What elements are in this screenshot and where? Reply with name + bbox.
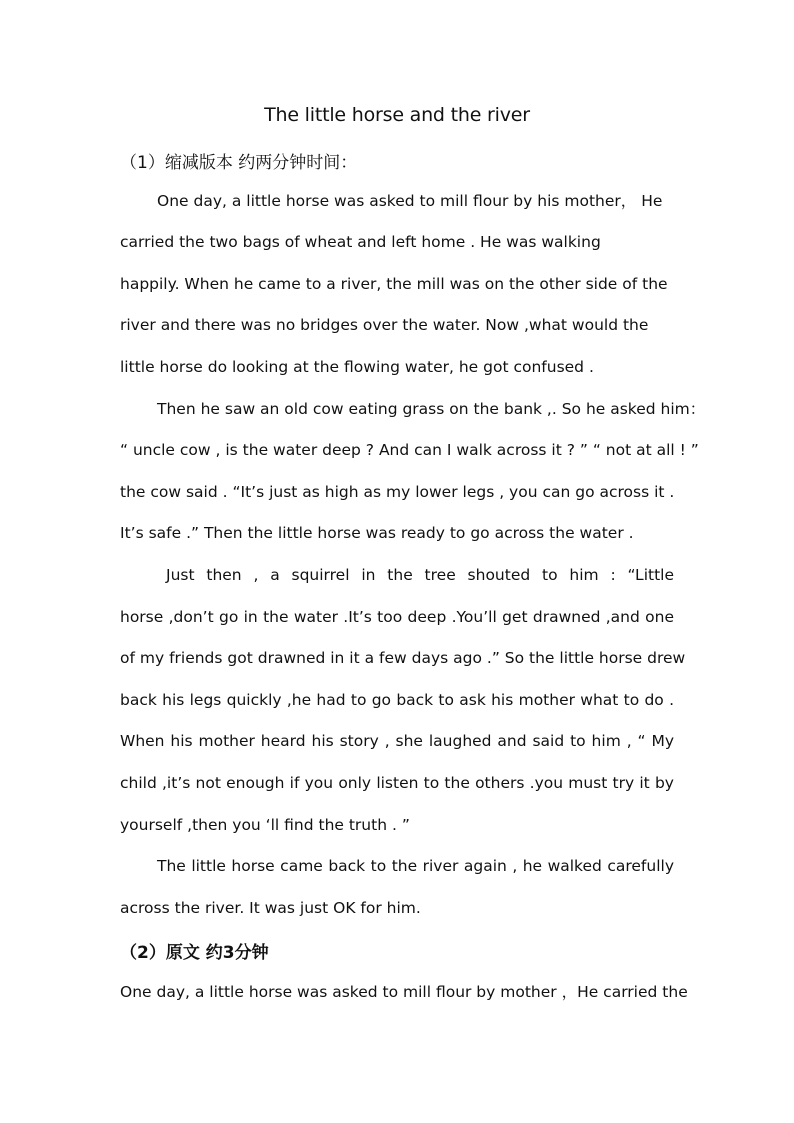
paragraph-line: Then he saw an old cow eating grass on the bank ,. So he asked him：	[157, 400, 706, 418]
paragraph-line: river and there was no bridges over the water. Now ,what would the	[120, 316, 649, 334]
paragraph-line: the cow said . “It’s just as high as my lower legs , you can go across it .	[120, 483, 675, 501]
paragraph-line: of my friends got drawned in it a few days ago .” So the little horse drew	[120, 649, 686, 667]
paragraph-line: The little horse came back to the river again , he walked carefully	[157, 857, 674, 875]
paragraph-line: carried the two bags of wheat and left home . He was walking	[120, 233, 601, 251]
paragraph-line: When his mother heard his story , she laughed and said to him , “ My	[120, 732, 674, 750]
section-2-heading: （2）原文 约3分钟	[120, 943, 269, 963]
paragraph-line: little horse do looking at the flowing water, he got confused .	[120, 358, 594, 376]
paragraph-line: child ,it’s not enough if you only listen to the others .you must try it by	[120, 774, 674, 792]
paragraph-line: “ uncle cow , is the water deep ? And can I walk across it ? ” “ not at all ! ”	[120, 441, 699, 459]
document-title: The little horse and the river	[264, 104, 530, 126]
paragraph-line: One day, a little horse was asked to mill flour by mother ，He carried the	[120, 983, 688, 1001]
paragraph-line: Just then , a squirrel in the tree shouted to him : “Little	[166, 566, 674, 584]
paragraph-line: It’s safe .” Then the little horse was ready to go across the water .	[120, 524, 634, 542]
paragraph-line: across the river. It was just OK for him.	[120, 899, 421, 917]
paragraph-line: One day, a little horse was asked to mill flour by his mother， He	[157, 192, 663, 210]
paragraph-line: back his legs quickly ,he had to go back to ask his mother what to do .	[120, 691, 674, 709]
paragraph-line: yourself ,then you ‘ll find the truth . ”	[120, 816, 410, 834]
section-1-heading: （1）缩减版本 约两分钟时间：	[120, 153, 358, 173]
paragraph-line: happily. When he came to a river, the mill was on the other side of the	[120, 275, 668, 293]
paragraph-line: horse ,don’t go in the water .It’s too deep .You’ll get drawned ,and one	[120, 608, 674, 626]
